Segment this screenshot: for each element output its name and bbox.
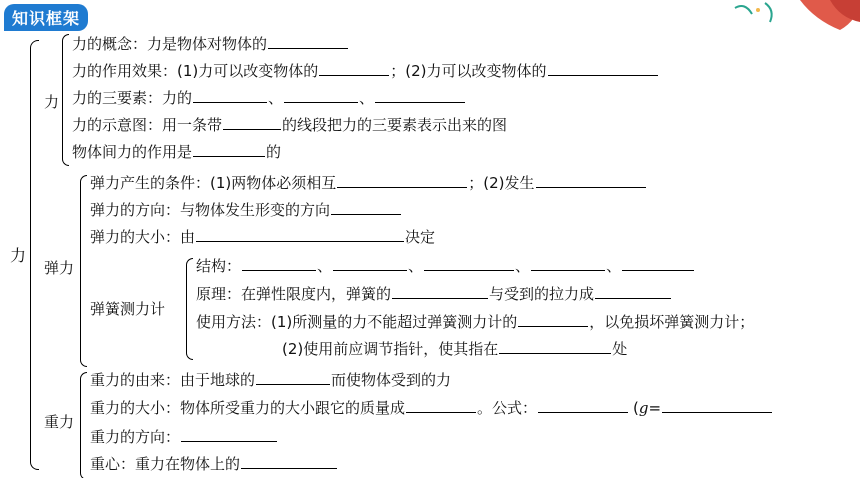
scale-brace [186,258,193,360]
force-brace [62,34,69,166]
elastic-magnitude: 弹力的大小：由 决定 [90,228,436,246]
gravity-magnitude: 重力的大小：物体所受重力的大小跟它的质量成 。公式： (g= [90,398,773,418]
force-label: 力 [44,93,60,111]
force-diagram: 力的示意图：用一条带 的线段把力的三要素表示出来的图 [72,116,508,134]
scale-principle: 原理：在弹性限度内，弹簧的 与受到的拉力成 [196,284,672,304]
leaf-decoration-icon [730,0,860,34]
root-label: 力 [10,246,27,265]
section-title: 知识框架 [4,4,88,31]
elastic-label: 弹力 [44,259,75,277]
force-interaction: 物体间力的作用是 的 [72,143,282,161]
gravity-brace [80,372,87,480]
root-brace [30,40,39,470]
scale-usage-1: 使用方法：(1)所测量的力不能超过弹簧测力计的 ，以免损坏弹簧测力计； [196,313,755,331]
elastic-condition: 弹力产生的条件：(1)两物体必须相互 ；(2)发生 [90,173,647,193]
gravity-origin: 重力的由来：由于地球的 而使物体受到的力 [90,371,452,389]
bottom-strip [0,478,860,484]
gravity-center: 重心：重力在物体上的 [90,454,338,474]
force-effect: 力的作用效果：(1)力可以改变物体的 ；(2)力可以改变物体的 [72,61,659,81]
force-concept: 力的概念：力是物体对物体的 [72,34,349,54]
scale-structure: 结构： 、 、 、 、 [196,256,695,276]
gravity-label: 重力 [44,413,75,431]
force-elements: 力的三要素：力的 、 、 [72,88,466,108]
gravity-direction: 重力的方向： [90,427,278,447]
scale-label: 弹簧测力计 [90,300,166,318]
elastic-direction: 弹力的方向：与物体发生形变的方向 [90,200,402,220]
elastic-brace [80,175,87,367]
scale-usage-2: (2)使用前应调节指针，使其指在 处 [282,340,628,358]
